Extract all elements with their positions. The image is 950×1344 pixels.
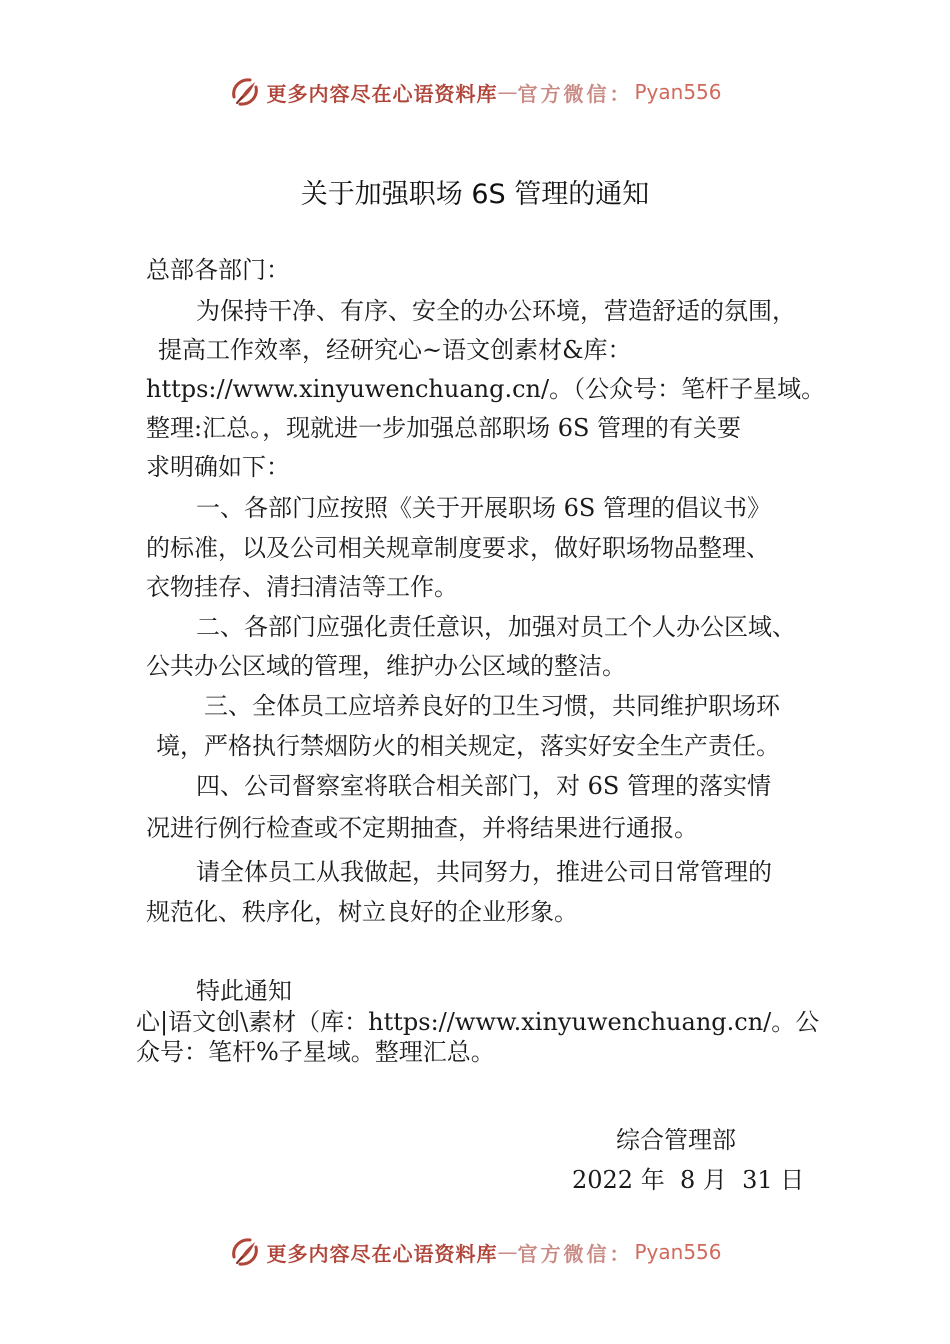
feather-circle-logo-icon — [228, 1235, 262, 1269]
item2-line-2: 公共办公区域的管理，维护办公区域的整洁。 — [146, 652, 626, 680]
intro-line-5: 求明确如下： — [146, 453, 290, 481]
watermark-wechat-label: 官方微信： — [517, 1241, 633, 1266]
watermark-account: Pyan556 — [634, 1240, 722, 1264]
watermark-brand: 更多内容尽在心语资料库 — [266, 1241, 498, 1266]
item3-line-1: 三、全体员工应培养良好的卫生习惯，共同维护职场环 — [204, 692, 780, 720]
source-note-line-2: 众号：笔杆%子星域。整理汇总。 — [136, 1038, 495, 1066]
salutation: 总部各部门： — [146, 256, 290, 284]
closing-line-1: 请全体员工从我做起，共同努力，推进公司日常管理的 — [196, 858, 772, 886]
intro-line-3: https://www.xinyuwenchuang.cn/。（公众号：笔杆子星域。 — [146, 375, 826, 403]
intro-line-4: 整理:汇总。，现就进一步加强总部职场 6S 管理的有关要 — [146, 414, 742, 442]
watermark-separator: — — [497, 80, 518, 104]
intro-line-2: 提高工作效率，经研究心~语文创素材&库： — [158, 336, 632, 364]
item2-line-1: 二、各部门应强化责任意识，加强对员工个人办公区域、 — [196, 613, 796, 641]
watermark-account: Pyan556 — [634, 80, 722, 104]
item4-line-1: 四、公司督察室将联合相关部门，对 6S 管理的落实情 — [196, 772, 771, 800]
source-note-line-1: 心|语文创\素材（库：https://www.xinyuwenchuang.cn/。公 — [136, 1008, 820, 1036]
watermark-footer — [0, 1232, 950, 1272]
notice-end: 特此通知 — [196, 977, 292, 1005]
watermark-separator: — — [497, 1240, 518, 1264]
item3-line-2: 境，严格执行禁烟防火的相关规定，落实好安全生产责任。 — [156, 732, 780, 760]
watermark-wechat-label: 官方微信： — [517, 81, 633, 106]
intro-line-1: 为保持干净、有序、安全的办公环境，营造舒适的氛围， — [196, 297, 796, 325]
signature-date: 2022 年 8 月 31 日 — [572, 1166, 805, 1194]
closing-line-2: 规范化、秩序化，树立良好的企业形象。 — [146, 898, 578, 926]
feather-circle-logo-icon — [228, 75, 262, 109]
item4-line-2: 况进行例行检查或不定期抽查，并将结果进行通报。 — [146, 814, 698, 842]
signature-department: 综合管理部 — [616, 1126, 736, 1154]
item1-line-2: 的标准，以及公司相关规章制度要求，做好职场物品整理、 — [146, 534, 770, 562]
document-title: 关于加强职场 6S 管理的通知 — [300, 179, 650, 210]
watermark-brand: 更多内容尽在心语资料库 — [266, 81, 498, 106]
item1-line-3: 衣物挂存、清扫清洁等工作。 — [146, 573, 458, 601]
watermark-header — [0, 72, 950, 112]
item1-line-1: 一、各部门应按照《关于开展职场 6S 管理的倡议书》 — [196, 494, 771, 522]
